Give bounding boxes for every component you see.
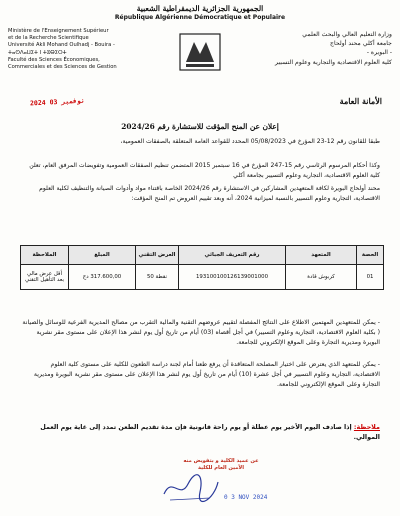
republic-title-ar: الجمهورية الجزائرية الديمقراطية الشعبية <box>136 4 264 13</box>
paragraph-2: وكذا أحكام المرسوم الرئاسي رقم 15-247 المؤرخ في 16 سبتمبر 2015 المتضمن تنظيم الصفقات العمومية وتفويضات المرفق العام، تعلن كلية العلوم الاقتصادية، التجارية وعلوم التسيير بجامعة أكلي <box>29 162 380 179</box>
faculty-fr: Faculté des Sciences Économiques, <box>8 56 100 63</box>
stamp-date: 0 3 NOV 2024 <box>224 494 268 501</box>
note-label: ملاحظة: <box>353 423 380 431</box>
ministry-ar: وزارة التعليم العالي والبحث العلمي <box>302 31 392 38</box>
department-title: الأمانة العامة <box>339 96 382 106</box>
paragraph-appeal: - يمكن للمتعهد الذي يعترض على اختيار المصلحة المتعاقدة أن يرفع طعنا أمام لجنة دراسة الطعون للكلية على مستوى كلية العلوم الاقتصادية، التجارية وعلوم التسيير في أجل عشرة (10) أيام من تاريخ أول يوم لنشر هذا الإعلان على مستوى مقر نشرية البويرة ومديرية التجارة وعلى الموقع الإلكتروني للجامعة. <box>33 361 380 388</box>
col-bidder: المتعهد <box>286 246 357 265</box>
ministry-fr: Ministère de l'Enseignement Supérieur <box>8 28 109 34</box>
stamp-line-2: الأمين العام للكلية <box>197 465 245 471</box>
award-table <box>20 245 384 290</box>
faculty-fr-2: Commerciales et des Sciences de Gestion <box>8 64 117 71</box>
university-fr: Université Akli Mohand Oulhadj - Bouira - <box>8 42 115 49</box>
col-amount: المبلغ <box>69 246 136 265</box>
cell-technical: نقطة 50 <box>136 265 179 290</box>
paragraph-3: محند أولحاج البويرة لكافة المتعهدين المشاركين في الاستشارة رقم 2024/26 الخاصة باقتناء مواد وأدوات الصيانة والتنظيف لكلية العلوم الاقتصادية، التجارية وعلوم التسيير بالنسبة لميزانية 2024، أنه وبعد تقييم العروض تم المنح المؤقت: <box>39 185 380 202</box>
paragraph-review-results: - يمكن للمتعهدين المهتمين الاطلاع على النتائج المفصلة لتقييم عروضهم التقنية والمالية التقرب من مصالح المديرية الفرعية للوسائل والصيانة ( بكلية العلوم الاقتصادية، التجارية وعلوم التسيير) في أجل أقصاه (03) أيام من تاريخ أول يوم لنشر هذا الإعلان على مستوى مقر نشرية البويرة ومديرية التجارة وعلى الموقع الإلكتروني للجامعة. <box>22 319 380 346</box>
faculty-ar: كلية العلوم الاقتصادية والتجارية وعلوم التسيير <box>274 58 392 66</box>
cell-amount: 317.600,00 دج <box>69 265 136 290</box>
city-ar: - البويرة - <box>366 49 392 57</box>
university-logo-icon <box>176 28 224 76</box>
cell-lot: 01 <box>357 265 384 290</box>
announcement-title: إعلان عن المنح المؤقت للاستشارة رقم 2024/26 <box>121 122 279 131</box>
table-row <box>21 265 384 290</box>
university-ar: جامعة أكلي محند أولحاج <box>330 40 392 48</box>
col-lot: الحصة <box>357 246 384 265</box>
col-technical: العرض التقني <box>136 246 179 265</box>
note <box>20 422 380 442</box>
col-tax-id: رقم التعريف الجبائي <box>179 246 286 265</box>
cell-bidder: كربوش قادة <box>286 265 357 290</box>
ministry-fr-2: et de la Recherche Scientifique <box>8 35 89 42</box>
cell-tax-id: 193100100126139001000 <box>179 265 286 290</box>
header-right-ar <box>227 30 392 67</box>
table-header-row <box>21 246 384 265</box>
header-left-fr <box>8 28 158 71</box>
cell-remark: أقل عرض مالي بعد التأهيل التقني <box>21 265 69 290</box>
paragraph-1: طبقا للقانون رقم 12-23 المؤرخ في 05/08/2023 المحدد للقواعد العامة المتعلقة بالصفقات العمومية، <box>120 138 380 145</box>
note-text: إذا صادف اليوم الأخير يوم عطلة أو يوم راحة قانونية فإن مدة تقديم الطعن تمدد إلى غاية يوم العمل الموالي. <box>40 423 380 441</box>
republic-title-fr: République Algérienne Démocratique et Populaire <box>114 14 286 21</box>
university-tifinagh: ⵜⴰⵙⴷⴰⵡⵉⵜ ⵏ ⵜⵓⴱⵉⵔⵜ <box>8 49 67 56</box>
signature-icon <box>160 470 220 506</box>
stamp-line-1: عن عميد الكلية و بتفويض منه <box>183 458 259 464</box>
col-remark: الملاحظة <box>21 246 69 265</box>
date-stamp: 2024 نوفمبر 03 <box>29 96 85 108</box>
